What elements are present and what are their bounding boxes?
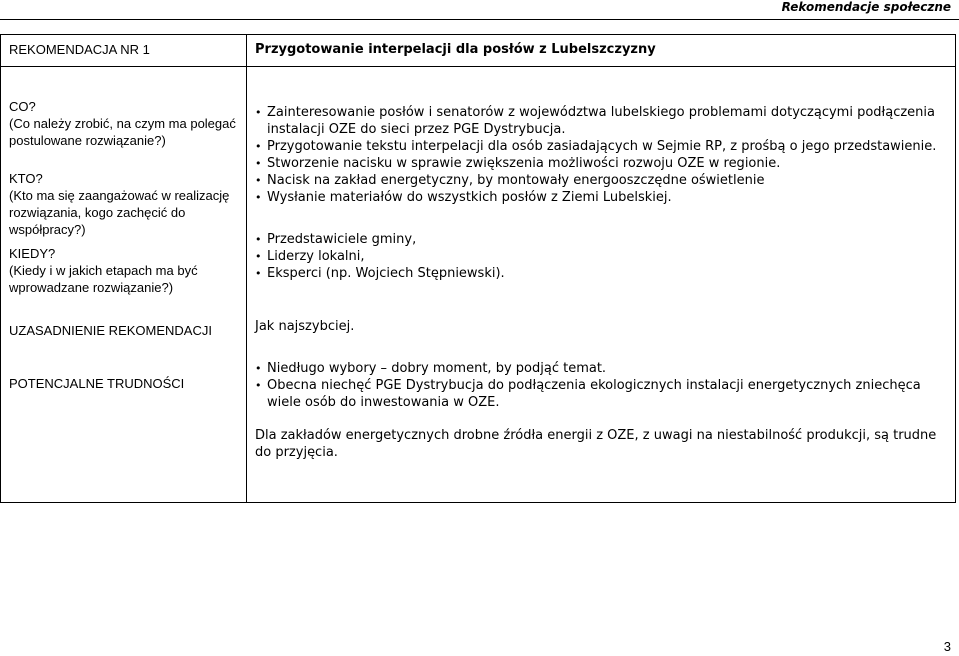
bullet-icon: • bbox=[255, 174, 262, 187]
table-title-row bbox=[1, 35, 956, 67]
co-label-block bbox=[9, 98, 240, 149]
list-item: • Wysłanie materiałów do wszystkich posłów z Ziemi Lubelskiej. bbox=[255, 190, 672, 205]
co-list bbox=[255, 104, 947, 206]
kto-label: KTO? bbox=[9, 171, 43, 186]
recommendation-title: Przygotowanie interpelacji dla posłów z Lubelszczyzny bbox=[247, 35, 956, 67]
list-item: • Przedstawiciele gminy, bbox=[255, 232, 417, 247]
bullet-icon: • bbox=[255, 106, 262, 119]
page-number: 3 bbox=[943, 639, 951, 654]
list-item: • Eksperci (np. Wojciech Stępniewski). bbox=[255, 266, 505, 281]
list-item: • Niedługo wybory – dobry moment, by podjąć temat. bbox=[255, 361, 607, 376]
right-content-cell bbox=[247, 67, 956, 503]
kto-label-block bbox=[9, 170, 240, 238]
bullet-icon: • bbox=[255, 379, 262, 392]
bullet-icon: • bbox=[255, 157, 262, 170]
running-header: Rekomendacje społeczne bbox=[781, 0, 951, 14]
kto-question: (Kto ma się zaangażować w realizację rozwiązania, kogo zachęcić do współpracy?) bbox=[9, 188, 230, 237]
list-item: • Stworzenie nacisku w sprawie zwiększenia możliwości rozwoju OZE w regionie. bbox=[255, 156, 781, 171]
list-item: • Przygotowanie tekstu interpelacji dla osób zasiadających w Sejmie RP, z prośbą o jego przedstawienie. bbox=[255, 139, 937, 154]
trudnosci-label: POTENCJALNE TRUDNOŚCI bbox=[9, 376, 185, 391]
uzasadnienie-label: UZASADNIENIE REKOMENDACJI bbox=[9, 323, 212, 338]
co-label: CO? bbox=[9, 99, 36, 114]
uzasadnienie-list bbox=[255, 360, 947, 411]
trudnosci-text: Dla zakładów energetycznych drobne źródła energii z OZE, z uwagi na niestabilność produkcji, są trudne do przyjęcia. bbox=[255, 428, 937, 460]
bullet-icon: • bbox=[255, 362, 262, 375]
kiedy-question: (Kiedy i w jakich etapach ma być wprowadzane rozwiązanie?) bbox=[9, 263, 198, 295]
kiedy-label-block bbox=[9, 245, 240, 296]
bullet-icon: • bbox=[255, 140, 262, 153]
co-question: (Co należy zrobić, na czym ma polegać postulowane rozwiązanie?) bbox=[9, 116, 236, 148]
kiedy-text: Jak najszybciej. bbox=[255, 319, 355, 334]
recommendation-table bbox=[0, 34, 956, 503]
bullet-icon: • bbox=[255, 233, 262, 246]
bullet-icon: • bbox=[255, 191, 262, 204]
recommendation-number: REKOMENDACJA NR 1 bbox=[1, 35, 247, 67]
uzasadnienie-label-block bbox=[9, 322, 240, 339]
list-item: • Nacisk na zakład energetyczny, by montowały energooszczędne oświetlenie bbox=[255, 173, 765, 188]
header-rule bbox=[0, 19, 959, 20]
bullet-icon: • bbox=[255, 267, 262, 280]
list-item: • Liderzy lokalni, bbox=[255, 249, 365, 264]
trudnosci-label-block bbox=[9, 375, 240, 392]
kto-list bbox=[255, 231, 947, 282]
kiedy-label: KIEDY? bbox=[9, 246, 56, 261]
list-item: • Zainteresowanie posłów i senatorów z województwa lubelskiego problemami dotyczącymi podłączenia instalacji OZE do sieci przez PGE Dystrybucja. bbox=[255, 105, 935, 137]
bullet-icon: • bbox=[255, 250, 262, 263]
table-body-row bbox=[1, 67, 956, 503]
left-labels-cell bbox=[1, 67, 247, 503]
list-item: • Obecna niechęć PGE Dystrybucja do podłączenia ekologicznych instalacji energetycznych zniechęca wiele osób do inwestowania w OZE. bbox=[255, 378, 921, 410]
